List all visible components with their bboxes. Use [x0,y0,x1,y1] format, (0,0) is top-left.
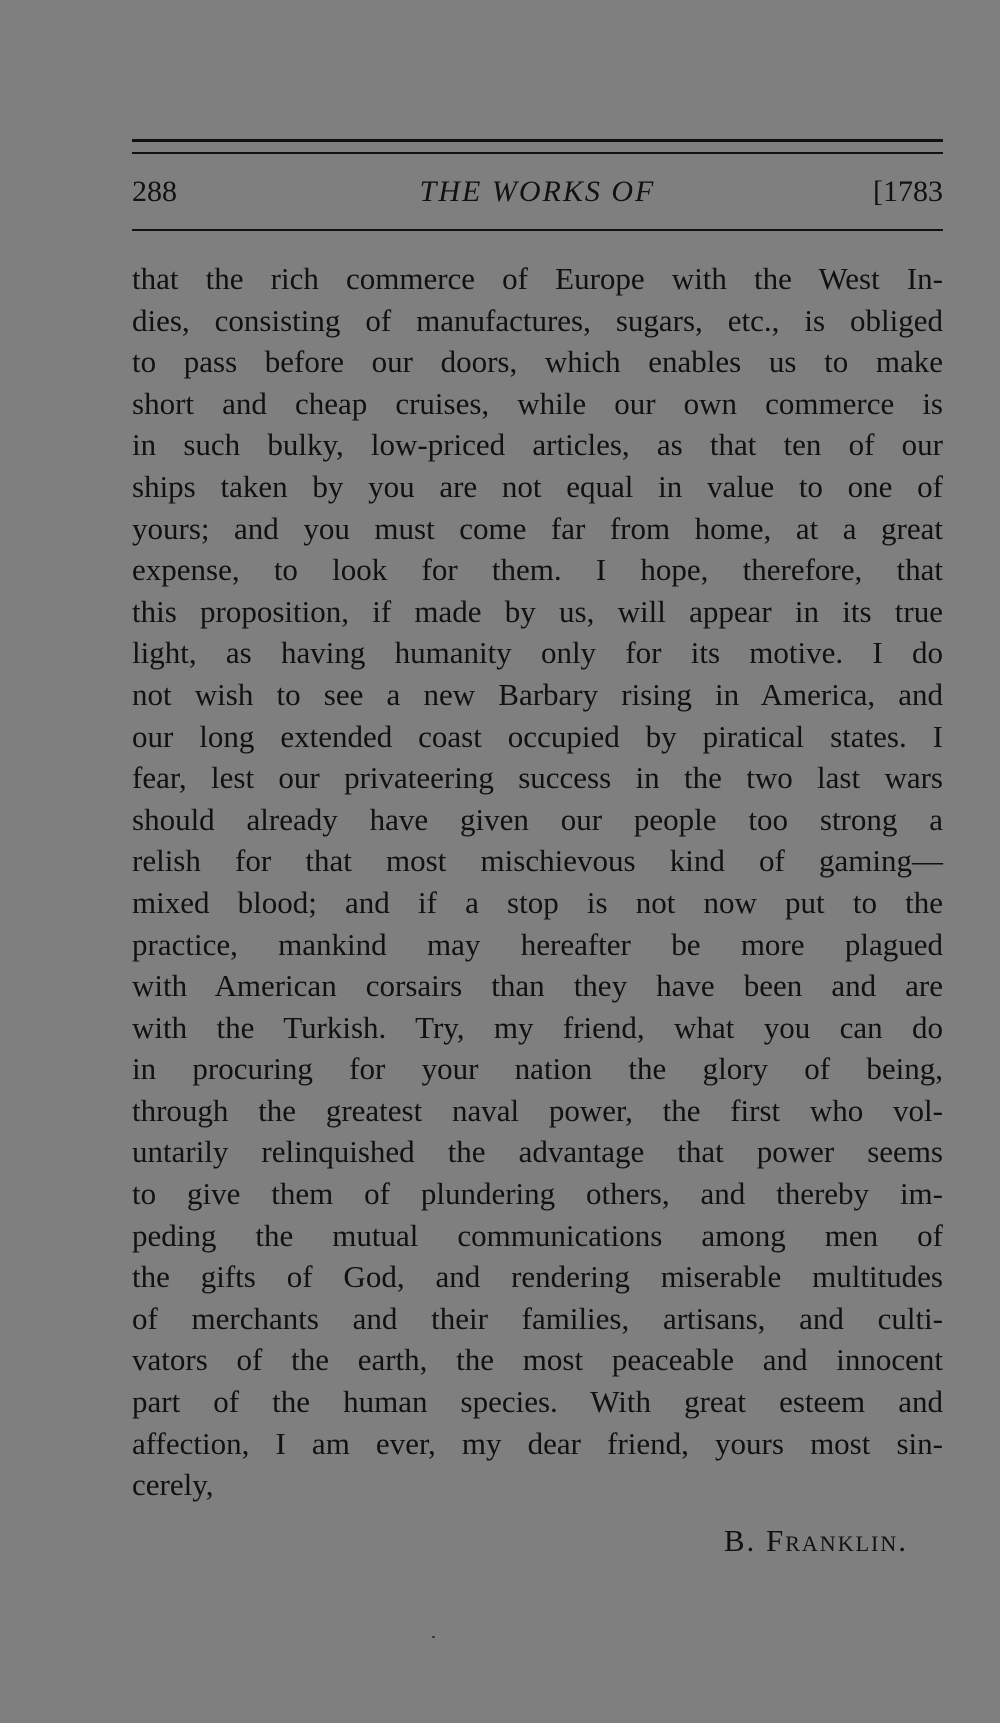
text-line: mixed blood; and if a stop is not now put to the [132,884,943,920]
text-line: expense, to look for them. I hope, therefore, that [132,552,943,588]
text-line: light, as having humanity only for its motive. I do [132,635,943,671]
text-line: relish for that most mischievous kind of gaming— [132,843,943,879]
text-line: to pass before our doors, which enables us to make [132,344,943,380]
year-marker: [1783 [873,175,943,208]
text-line: in such bulky, low-priced articles, as that ten of our [132,427,943,463]
text-line: in procuring for your nation the glory of being, [132,1051,943,1087]
text-line: with American corsairs than they have been and are [132,968,943,1004]
text-line: untarily relinquished the advantage that power seems [132,1134,943,1170]
header-rule [132,229,943,231]
text-line: short and cheap cruises, while our own commerce is [132,385,943,421]
text-line: this proposition, if made by us, will appear in its true [132,593,943,629]
text-line: cerely, [132,1467,214,1503]
text-line: vators of the earth, the most peaceable and innocent [132,1342,943,1378]
text-line: affection, I am ever, my dear friend, yours most sin- [132,1425,943,1461]
text-line: dies, consisting of manufactures, sugars, etc., is obliged [132,302,943,338]
signature: B. Franklin. [723,1523,908,1558]
text-line: our long extended coast occupied by piratical states. I [132,718,943,754]
text-line: yours; and you must come far from home, at a great [132,510,943,546]
text-line: the gifts of God, and rendering miserable multitudes [132,1259,943,1295]
text-line: with the Turkish. Try, my friend, what you can do [132,1009,943,1045]
top-rule [132,139,943,142]
text-line: should already have given our people too strong a [132,801,943,837]
text-line: to give them of plundering others, and thereby im- [132,1176,943,1212]
text-line: practice, mankind may hereafter be more plagued [132,926,943,962]
print-speck [432,1636,435,1638]
text-line: of merchants and their families, artisans, and culti- [132,1300,943,1336]
text-line: fear, lest our privateering success in the two last wars [132,760,943,796]
text-line: part of the human species. With great esteem and [132,1384,943,1420]
running-head [132,172,943,212]
text-line: through the greatest naval power, the first who vol- [132,1092,943,1128]
page-number: 288 [132,175,177,208]
body-text [132,258,943,1506]
text-line: that the rich commerce of Europe with the West In- [132,261,943,296]
text-line: not wish to see a new Barbary rising in America, and [132,676,943,712]
text-line: peding the mutual communications among men of [132,1217,943,1253]
top-rule-inner [132,152,943,154]
text-line: ships taken by you are not equal in value to one of [132,468,943,504]
running-title: THE WORKS OF [419,175,656,208]
